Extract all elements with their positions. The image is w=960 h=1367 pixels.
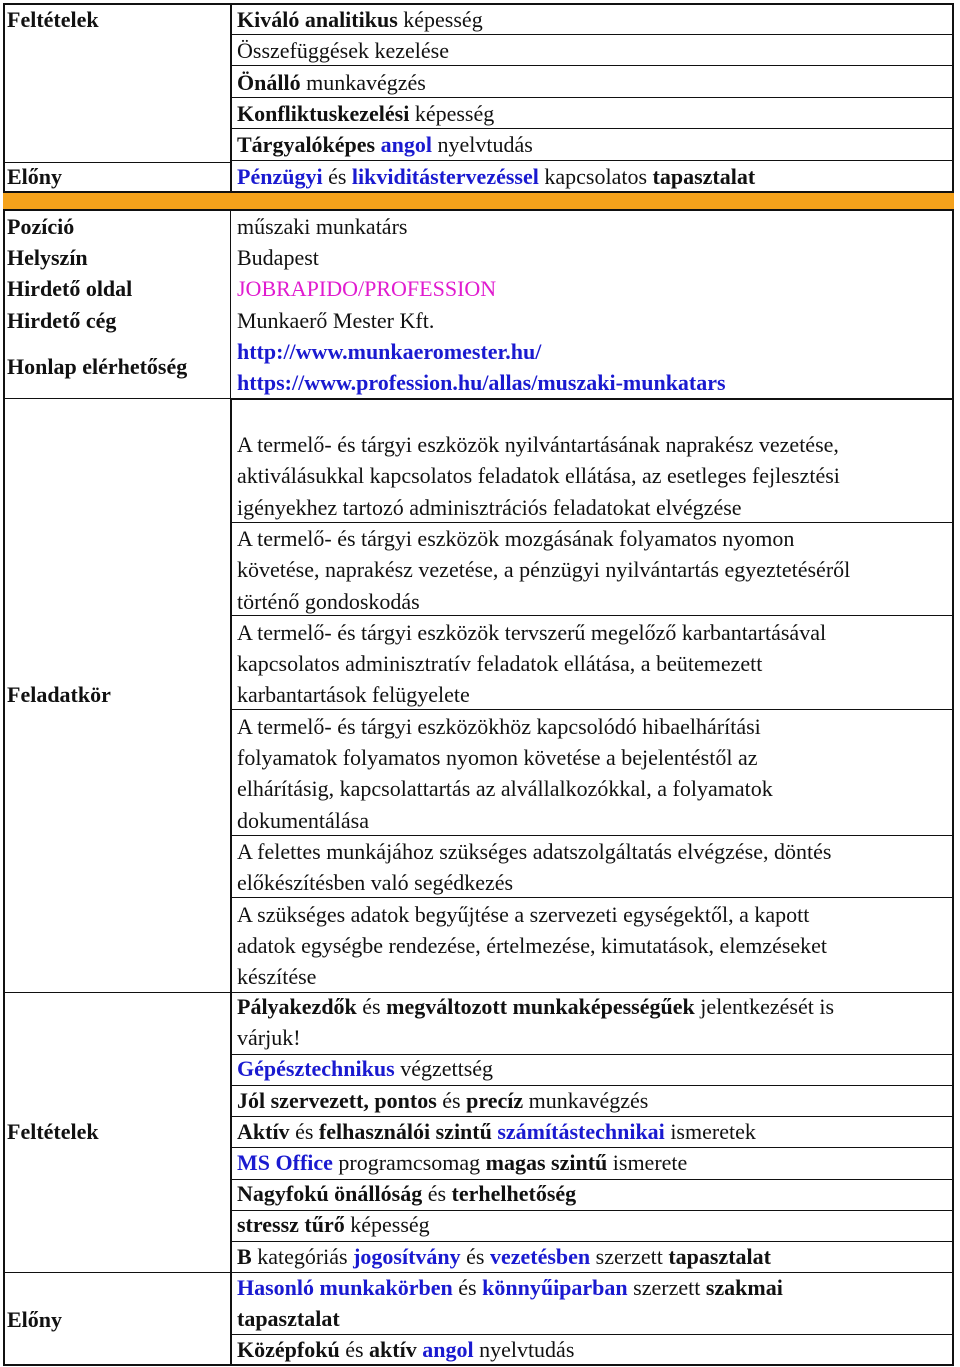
location-label: Helyszín: [7, 245, 88, 270]
condition-line: [237, 99, 494, 129]
text-segment: vezetésben: [489, 1243, 591, 1269]
task-line: igényekhez tartozó adminisztrációs feladatokat elvégzése: [237, 494, 742, 520]
condition-line: [237, 130, 533, 160]
task-line: történő gondoskodás: [237, 588, 420, 614]
text-segment: képesség: [344, 1212, 430, 1238]
text-segment: nyelvtudás: [431, 132, 533, 158]
requirement-line: [237, 1210, 430, 1240]
task-line: adatok egységbe rendezése, értelmezése, kimutatások, elemzéseket: [237, 932, 828, 958]
text-segment: tapasztalat: [668, 1243, 771, 1269]
condition-line: [237, 68, 426, 98]
text-segment: Hasonló munkakörben: [237, 1274, 453, 1300]
requirement-line: [237, 1054, 493, 1084]
text-segment: szakmai: [705, 1274, 783, 1300]
text-segment: szerzett: [627, 1274, 706, 1300]
requirement-line: [237, 1273, 783, 1303]
task-line: készítése: [237, 964, 317, 990]
text-segment: végzettség: [394, 1056, 494, 1082]
text-segment: és: [436, 1087, 467, 1113]
text-segment: számítástechnikai: [497, 1118, 665, 1144]
text-segment: Gépésztechnikus: [237, 1056, 395, 1082]
text-segment: megváltozott munkaképességűek: [386, 994, 695, 1019]
location-value: Budapest: [237, 245, 319, 270]
text-segment: ismerete: [607, 1150, 688, 1175]
text-segment: Jól szervezett, pontos: [237, 1087, 437, 1113]
condition-line: [237, 36, 449, 66]
text-segment: és: [339, 1337, 370, 1363]
text-segment: Középfokú: [237, 1337, 340, 1363]
task-line: folyamatok folyamatos nyomon követése a bejelentéstől az: [237, 745, 758, 770]
text-segment: Kiváló analitikus: [237, 7, 398, 32]
task-line: A szükséges adatok begyűjtése a szervezeti egységektől, a kapott: [237, 901, 810, 927]
text-segment: és: [460, 1243, 490, 1269]
text-segment: ismeretek: [664, 1118, 756, 1144]
text-segment: likviditástervezéssel: [351, 163, 539, 189]
text-segment: és: [452, 1274, 483, 1300]
text-segment: precíz: [466, 1087, 524, 1113]
text-segment: jogosítvány: [353, 1243, 461, 1269]
text-segment: tapasztalat: [237, 1306, 340, 1331]
text-segment: stressz tűrő: [237, 1212, 345, 1238]
text-segment: aktív: [369, 1337, 417, 1363]
task-line: A termelő- és tárgyi eszközök nyilvántartásának naprakész vezetése,: [237, 432, 839, 457]
text-segment: Önálló: [237, 69, 301, 95]
text-segment: programcsomag: [332, 1150, 486, 1175]
tasks-label: Feladatkör: [7, 682, 111, 707]
site-value: JOBRAPIDO/PROFESSION: [237, 276, 497, 301]
text-segment: munkavégzés: [300, 69, 426, 95]
task-line: A felettes munkájához szükséges adatszolgáltatás elvégzése, döntés: [237, 838, 832, 864]
text-segment: kategóriás: [251, 1243, 354, 1269]
condition-line: [237, 5, 483, 35]
site-label: Hirdető oldal: [7, 276, 133, 301]
advantage-label: Előny: [7, 164, 63, 189]
text-segment: terhelhetőség: [451, 1181, 577, 1207]
website-link-1[interactable]: http://www.munkaeromester.hu/: [237, 339, 542, 364]
text-segment: Nagyfokú önállóság: [237, 1181, 423, 1207]
company-label: Hirdető cég: [7, 308, 117, 333]
requirement-line: [237, 1148, 687, 1178]
company-value: Munkaerő Mester Kft.: [237, 308, 435, 333]
text-segment: Aktív: [237, 1118, 290, 1144]
task-line: A termelő- és tárgyi eszközökhöz kapcsolódó hibaelhárítási: [237, 713, 761, 739]
requirement-line: [237, 1023, 301, 1053]
condition-line: [237, 162, 755, 192]
text-segment: és: [322, 163, 352, 189]
text-segment: munkavégzés: [523, 1087, 649, 1113]
preferred-label: Előny: [7, 1307, 63, 1332]
text-segment: angol: [422, 1337, 474, 1363]
text-segment: és: [289, 1118, 319, 1144]
requirement-line: [237, 1179, 576, 1209]
text-segment: felhasználói szintű: [318, 1118, 492, 1144]
text-segment: Konfliktuskezelési: [237, 100, 410, 126]
task-line: előkészítésben való segédkezés: [237, 870, 514, 896]
position-label: Pozíció: [7, 214, 75, 239]
text-segment: és: [422, 1181, 452, 1207]
requirement-line: [237, 992, 834, 1022]
text-segment: könnyűiparban: [482, 1274, 628, 1300]
text-segment: képesség: [409, 100, 495, 126]
requirement-line: [237, 1117, 756, 1147]
conditions-label: Feltételek: [7, 7, 99, 32]
task-line: dokumentálása: [237, 807, 369, 833]
text-segment: szerzett: [590, 1243, 669, 1269]
text-segment: képesség: [397, 7, 483, 32]
text-segment: nyelvtudás: [473, 1337, 575, 1363]
text-segment: jelentkezését is: [694, 994, 835, 1019]
requirement-line: [237, 1242, 771, 1272]
task-line: A termelő- és tárgyi eszközök tervszerű megelőző karbantartásával: [237, 619, 827, 645]
text-segment: Összefüggések kezelése: [237, 38, 449, 64]
website-link-2[interactable]: https://www.profession.hu/allas/muszaki-munkatars: [237, 370, 726, 395]
text-segment: és: [356, 994, 387, 1019]
requirement-line: [237, 1304, 340, 1334]
text-segment: angol: [380, 132, 432, 158]
task-line: követése, naprakész vezetése, a pénzügyi nyilvántartás egyeztetéséről: [237, 557, 851, 583]
website-label: Honlap elérhetőség: [7, 354, 188, 379]
task-line: karbantartások felügyelete: [237, 682, 470, 708]
requirement-line: [237, 1335, 574, 1365]
text-segment: Tárgyalóképes: [237, 132, 376, 158]
task-line: A termelő- és tárgyi eszközök mozgásának folyamatos nyomon: [237, 525, 795, 551]
requirement-line: [237, 1086, 648, 1116]
text-segment: Pályakezdők: [237, 994, 357, 1019]
task-line: aktiválásukkal kapcsolatos feladatok ellátása, az esetleges fejlesztési: [237, 463, 840, 489]
task-line: elhárításig, kapcsolattartás az alvállalkozókkal, a folyamatok: [237, 776, 773, 802]
text-segment: kapcsolatos: [538, 163, 653, 189]
text-segment: várjuk!: [237, 1025, 301, 1051]
text-segment: Pénzügyi: [237, 163, 323, 189]
task-line: kapcsolatos adminisztratív feladatok ellátása, a beütemezett: [237, 651, 763, 677]
text-segment: MS Office: [237, 1150, 333, 1175]
text-segment: tapasztalat: [652, 163, 756, 189]
requirements-label: Feltételek: [7, 1119, 99, 1144]
position-value: műszaki munkatárs: [237, 214, 408, 239]
text-segment: magas szintű: [485, 1150, 608, 1175]
text-segment: B: [237, 1243, 252, 1269]
